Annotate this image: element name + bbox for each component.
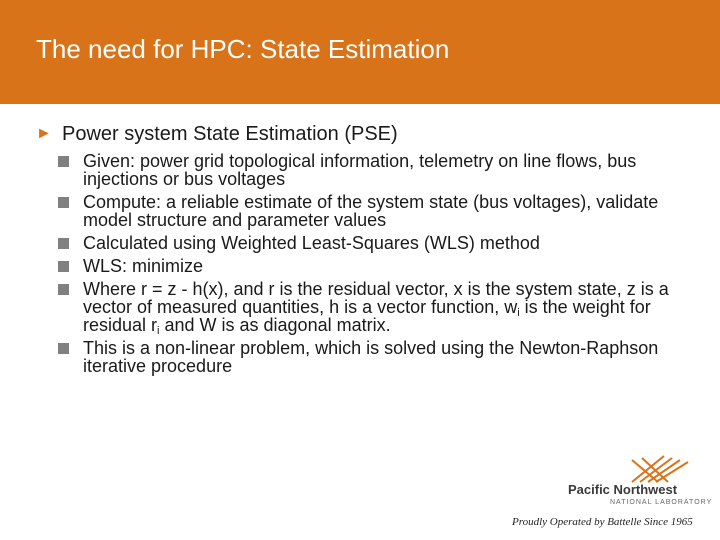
bullet-text-part: is the weight for residual r	[83, 297, 651, 335]
list-item	[58, 234, 706, 252]
bullet-text: Compute: a reliable estimate of the system state (bus voltages), validate model structure and parameter values	[83, 192, 659, 230]
square-bullet-icon	[58, 156, 69, 167]
bullet-text: This is a non-linear problem, which is solved using the Newton-Raphson iterative procedure	[83, 338, 659, 376]
list-item	[58, 152, 706, 188]
square-bullet-icon	[58, 284, 69, 295]
bullet-text: WLS: minimize	[83, 256, 204, 276]
bullet-text: Given: power grid topological information, telemetry on line flows, bus injections or bus voltages	[83, 151, 637, 189]
list-item	[58, 339, 706, 375]
list-item	[58, 193, 706, 229]
bullet-text-part: Where r = z - h(x), and r is the residual vector, x is the system state, z is a vector of measured quantities, h is a vector function, w	[83, 279, 669, 317]
subscript-i: i	[517, 307, 520, 319]
bullet-text-part: and W is as diagonal matrix.	[159, 315, 391, 335]
bullet-text	[83, 279, 706, 337]
slide-title: The need for HPC: State Estimation	[36, 34, 450, 64]
title-bar	[0, 0, 720, 104]
triangle-bullet-icon: ►	[36, 125, 52, 142]
logo-mark-icon	[628, 450, 694, 484]
list-item	[58, 257, 706, 275]
logo-subtitle: NATIONAL LABORATORY	[610, 499, 713, 506]
square-bullet-icon	[58, 343, 69, 354]
list-item	[58, 279, 706, 337]
logo-tagline: Proudly Operated by Battelle Since 1965	[512, 516, 693, 528]
square-bullet-icon	[58, 238, 69, 249]
bullet-list	[36, 152, 706, 375]
bullet-text: Calculated using Weighted Least-Squares (WLS) method	[83, 233, 540, 253]
main-point-text: Power system State Estimation (PSE)	[62, 123, 398, 145]
square-bullet-icon	[58, 261, 69, 272]
logo-title: Pacific Northwest	[568, 482, 678, 497]
slide-body	[36, 122, 706, 380]
pnnl-logo	[500, 448, 713, 532]
subscript-i: i	[157, 325, 160, 337]
square-bullet-icon	[58, 197, 69, 208]
main-point	[36, 122, 706, 146]
